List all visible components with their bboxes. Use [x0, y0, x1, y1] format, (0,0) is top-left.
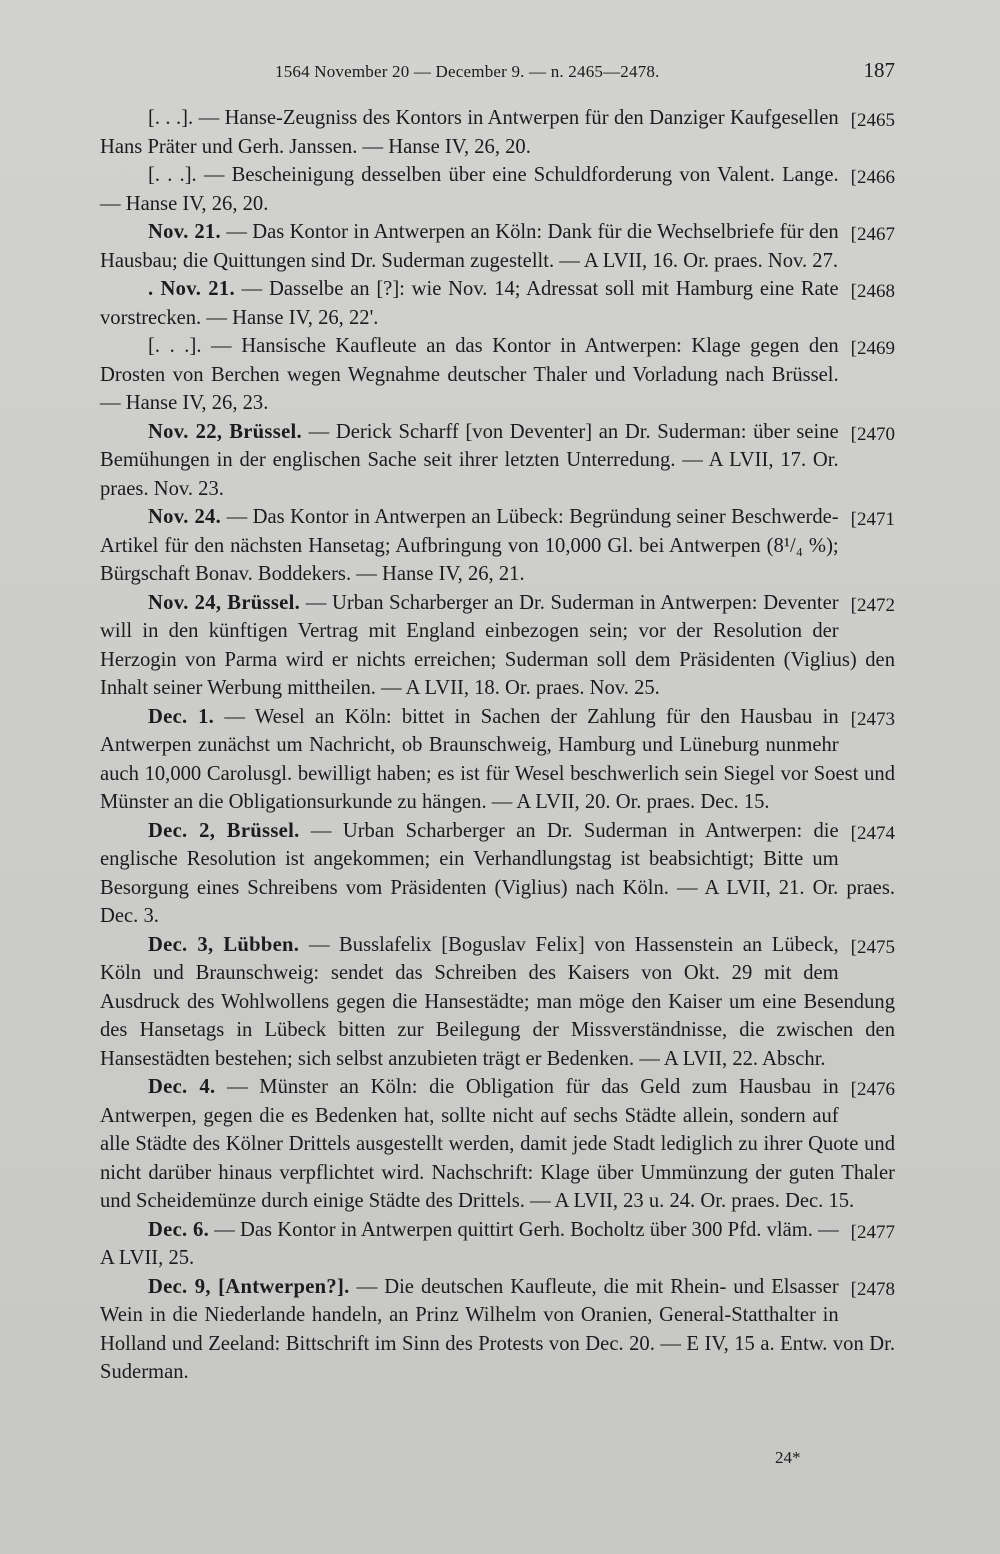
entry-number: [2472: [850, 594, 895, 616]
entry: [100, 104, 895, 161]
entry-date: Dec. 9, [Antwerpen?].: [148, 1275, 350, 1298]
entry-number: [2476: [850, 1079, 895, 1100]
entry-text: — Urban Scharberger an Dr. Suderman in Antwerpen: die englische Resolution ist angekommen; ein Verhandlungstag ist beabsichtigt; Bitte um Besorgung eines Schreibens vom Präsidenten (Viglius) nach Köln. — A LVII, 21. Or. praes. Dec. 3.: [100, 819, 895, 927]
entry-text: — Das Kontor in Antwerpen quittirt Gerh. Bocholtz über 300 Pfd. vläm. — A LVII, 25.: [100, 1218, 839, 1269]
entry-date: Dec. 6.: [148, 1218, 210, 1241]
entry: [100, 931, 895, 1074]
entry-number: [2474: [850, 822, 895, 844]
entry-date: Nov. 22, Brüssel.: [148, 420, 302, 443]
entry-date: Nov. 24.: [148, 506, 222, 528]
entry: [100, 332, 895, 418]
entry-number: [2468: [850, 281, 895, 302]
signature-mark: 24*: [775, 1448, 801, 1467]
entry: [100, 161, 895, 218]
entry-date: Dec. 1.: [148, 705, 215, 728]
entry-text: — Die deutschen Kaufleute, die mit Rhein- und Elsasser Wein in die Niederlande handeln, an Prinz Wilhelm von Oranien, General-Statthalter in Holland und Zeeland: Bittschrift im Sinn des Protests von Dec. 20. — E IV, 15 a. Entw. von Dr. Suderman.: [100, 1275, 895, 1383]
entry-text: [. . .]. — Hansische Kaufleute an das Kontor in Antwerpen: Klage gegen den Drosten von Berchen wegen Wegnahme deutscher Thaler und Vorladung nach Brüssel. — Hanse IV, 26, 23.: [100, 335, 839, 414]
entry: [100, 817, 895, 931]
entries-list: [100, 104, 895, 1387]
entry: [100, 703, 895, 817]
entry: [100, 503, 895, 589]
entry: [100, 1073, 895, 1216]
entry-text: — Derick Scharff [von Deventer] an Dr. Suderman: über seine Bemühungen in der englischen Sache seit ihrer letzten Unterredung. — A LVII, 17. Or. praes. Nov. 23.: [100, 420, 839, 500]
entry-date: Nov. 24, Brüssel.: [148, 591, 301, 614]
entry-number: [2469: [850, 338, 895, 359]
entry: [100, 1273, 895, 1387]
entry-text: — Münster an Köln: die Obligation für das Geld zum Hausbau in Antwerpen, gegen die es Bedenken hat, sollte nicht auf sechs Städte allein, sondern auf alle Städte des Kölner Drittels ausgestellt werden, damit jede Stadt lediglich zu ihrer Quote und nicht darüber hinaus verpflichtet wird. Nachschrift: Klage über Ummünzung der guten Thaler und Scheidemünze durch einige Städte des Drittels. — A LVII, 23 u. 24. Or. praes. Dec. 15.: [100, 1076, 895, 1212]
running-head: 1564 November 20 — December 9. — n. 2465—2478.: [275, 62, 660, 81]
entry-date: Nov. 21.: [148, 221, 221, 243]
entry-number: [2478: [850, 1278, 895, 1300]
entry-number: [2475: [850, 936, 895, 958]
entry-number: [2470: [850, 423, 895, 445]
entry: [100, 418, 895, 504]
entry-date: Dec. 3, Lübben.: [148, 933, 300, 956]
entry-text: — Busslafelix [Boguslav Felix] von Hassenstein an Lübeck, Köln und Braunschweig: sendet das Schreiben des Kaisers von Okt. 29 mit dem Ausdruck des Wohlwollens gegen die Hansestädte; man möge den Kaiser um eine Besendung des Hansetags in Lübeck bitten zur Beilegung der Missverständnisse, die zwischen den Hansestädten bestehen; sich selbst anzubieten trägt er Bedenken. — A LVII, 22. Abschr.: [100, 933, 895, 1070]
entry-number: [2467: [850, 224, 895, 245]
entry: [100, 218, 895, 275]
entry-text: — Dasselbe an [?]: wie Nov. 14; Adressat soll mit Hamburg eine Rate vorstrecken. — Hanse IV, 26, 22'.: [100, 278, 839, 329]
entry-number: [2471: [850, 509, 895, 530]
entry-date: . Nov. 21.: [148, 278, 235, 300]
entry-number: [2465: [850, 110, 895, 131]
page-header: [100, 58, 895, 88]
entry-date: Dec. 4.: [148, 1076, 216, 1098]
entry: [100, 275, 895, 332]
entry-text: [. . .]. — Bescheinigung desselben über eine Schuldforderung von Valent. Lange. — Hanse IV, 26, 20.: [100, 164, 839, 215]
page-number: 187: [863, 58, 895, 82]
entry-text: — Wesel an Köln: bittet in Sachen der Zahlung für den Hausbau in Antwerpen zunächst um Nachricht, ob Braunschweig, Hamburg und Lüneburg nunmehr auch 10,000 Carolusgl. bewilligt haben; es ist für Wesel beschwerlich sein Siegel vor Soest und Münster an die Obligationsurkunde zu hängen. — A LVII, 20. Or. praes. Dec. 15.: [100, 705, 895, 813]
entry: [100, 1216, 895, 1273]
entry-text: [. . .]. — Hanse-Zeugniss des Kontors in Antwerpen für den Danziger Kaufgesellen Hans Präter und Gerh. Janssen. — Hanse IV, 26, 20.: [100, 107, 839, 158]
entry-number: [2477: [850, 1221, 895, 1243]
entry: [100, 589, 895, 703]
entry-text: — Das Kontor in Antwerpen an Lübeck: Begründung seiner Beschwerde-Artikel für den nächsten Hansetag; Aufbringung von 10,000 Gl. bei Antwerpen (8¹/₄ %); Bürgschaft Bonav. Boddekers. — Hanse IV, 26, 21.: [100, 506, 839, 585]
entry-text: — Urban Scharberger an Dr. Suderman in Antwerpen: Deventer will in den künftigen Vertrag mit England einbezogen sein; vor der Resolution der Herzogin von Parma wird er nichts erreichen; Suderman soll dem Präsidenten (Viglius) den Inhalt seiner Werbung mittheilen. — A LVII, 18. Or. praes. Nov. 25.: [100, 591, 895, 699]
entry-number: [2473: [850, 708, 895, 730]
entry-number: [2466: [850, 167, 895, 188]
entry-text: — Das Kontor in Antwerpen an Köln: Dank für die Wechselbriefe für den Hausbau; die Quittungen sind Dr. Suderman zugestellt. — A LVII, 16. Or. praes. Nov. 27.: [100, 221, 839, 272]
entry-date: Dec. 2, Brüssel.: [148, 819, 300, 842]
